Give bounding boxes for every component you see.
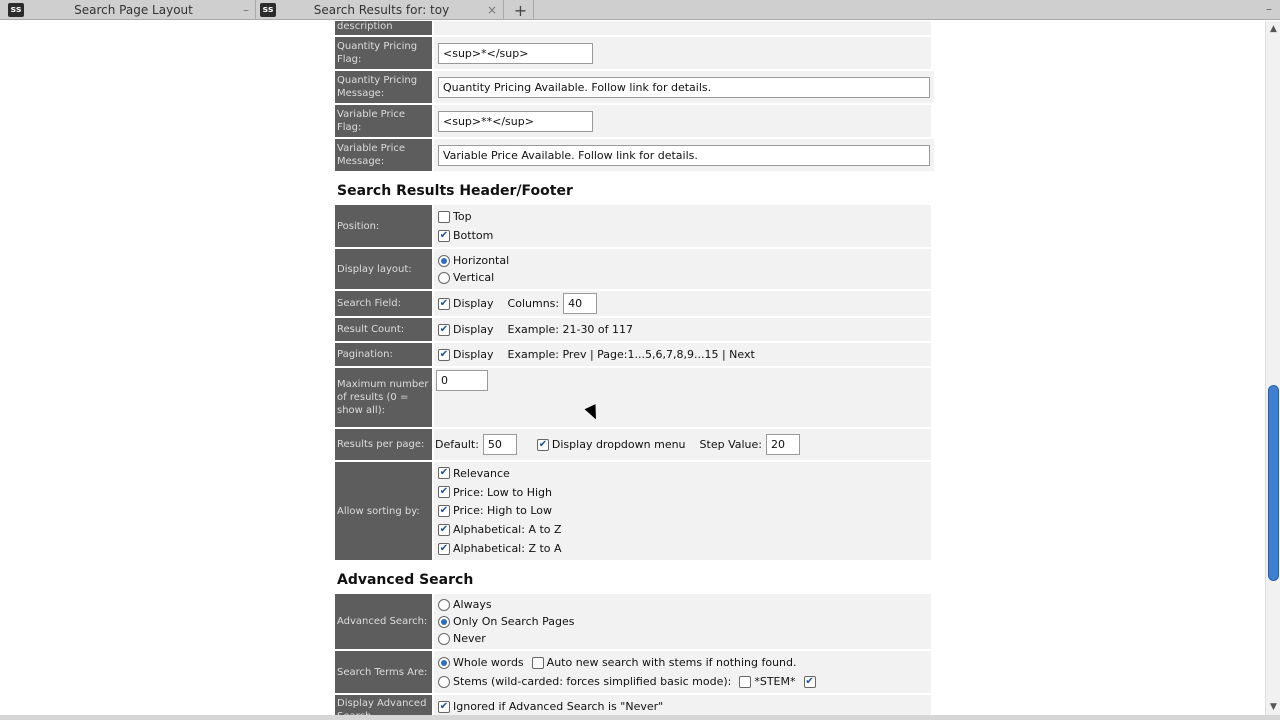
bottom-label: Bottom [453, 229, 494, 242]
result-count-example: Example: 21-30 of 117 [507, 323, 634, 336]
tab-title: Search Page Layout [74, 3, 193, 17]
sort-alpha-az-checkbox[interactable]: ✔ [439, 523, 449, 535]
whole-words-label: Whole words [453, 656, 524, 669]
display-layout-label: Display layout: [335, 249, 432, 289]
close-icon[interactable]: × [486, 3, 497, 17]
display-label: Display [453, 323, 494, 336]
tab-bar [0, 0, 1280, 20]
sort-option-label: Alphabetical: A to Z [453, 523, 562, 537]
ignored-label: Ignored if Advanced Search is "Never" [453, 700, 664, 713]
position-label: Position: [335, 205, 432, 247]
allow-sorting-label: Allow sorting by: [335, 462, 432, 560]
header-footer-section-title: Search Results Header/Footer [337, 183, 573, 199]
auto-new-search-label: Auto new search with stems if nothing found. [546, 656, 797, 669]
only-search-pages-radio[interactable] [438, 616, 450, 628]
maximum-results-input[interactable]: 0 [436, 370, 488, 391]
pagination-display-checkbox[interactable]: ✔ [439, 348, 449, 360]
default-per-page-input[interactable]: 50 [483, 434, 517, 455]
site-favicon-icon: ss [8, 3, 24, 17]
only-search-pages-label: Only On Search Pages [453, 615, 575, 628]
variable-price-message-label: Variable Price Message: [335, 139, 432, 171]
horizontal-radio[interactable] [438, 255, 450, 267]
pagination-example: Example: Prev | Page:1...5,6,7,8,9...15 | Next [507, 348, 755, 361]
display-label: Display [453, 348, 494, 361]
stems-label: Stems (wild-carded: forces simplified basic mode): [453, 675, 732, 688]
search-terms-label: Search Terms Are: [335, 651, 432, 693]
vertical-label: Vertical [453, 271, 495, 284]
sort-option-label: Price: Low to High [453, 485, 553, 499]
variable-price-flag-input[interactable]: <sup>**</sup> [438, 111, 593, 132]
sort-price-high-low-checkbox[interactable]: ✔ [439, 504, 449, 516]
search-field-display-checkbox[interactable]: ✔ [439, 297, 449, 309]
quantity-pricing-message-input[interactable]: Quantity Pricing Available. Follow link for details. [438, 77, 930, 98]
tabbar-menu-icon[interactable]: – [1266, 2, 1272, 16]
quantity-pricing-message-label: Quantity Pricing Message: [335, 71, 432, 103]
result-count-label: Result Count: [335, 318, 432, 341]
stem-marker-checkbox[interactable] [739, 676, 751, 688]
default-label: Default: [435, 438, 479, 451]
variable-price-flag-label: Variable Price Flag: [335, 105, 432, 137]
never-radio[interactable] [438, 633, 450, 645]
maximum-results-label: Maximum number of results (0 = show all): [335, 368, 432, 427]
columns-input[interactable]: 40 [563, 293, 597, 314]
never-label: Never [453, 632, 486, 645]
tab-menu-icon[interactable]: – [243, 3, 249, 17]
top-label: Top [453, 210, 472, 223]
ignored-checkbox[interactable]: ✔ [439, 700, 449, 712]
display-label: Display [453, 297, 494, 310]
step-value-input[interactable]: 20 [766, 434, 800, 455]
sort-option-label: Alphabetical: Z to A [453, 542, 562, 556]
sort-price-low-high-checkbox[interactable]: ✔ [439, 486, 449, 498]
stem-marker-label: *STEM* [754, 675, 796, 688]
window-bottom-edge [0, 715, 1280, 720]
advanced-search-section-title: Advanced Search [337, 572, 474, 588]
columns-label: Columns: [507, 297, 560, 310]
pagination-label: Pagination: [335, 343, 432, 366]
display-advanced-search-label: Display Advanced [335, 695, 432, 719]
settings-form [335, 21, 931, 721]
whole-words-radio[interactable] [438, 657, 450, 669]
top-checkbox[interactable] [438, 211, 450, 223]
result-count-display-checkbox[interactable]: ✔ [439, 323, 449, 335]
tab-search-page-layout[interactable] [8, 0, 256, 20]
vertical-radio[interactable] [438, 272, 450, 284]
sort-alpha-za-checkbox[interactable]: ✔ [439, 542, 449, 554]
results-per-page-label: Results per page: [335, 429, 432, 460]
tab-title: Search Results for: toy [313, 3, 450, 17]
stem-option-checkbox[interactable]: ✔ [805, 675, 814, 687]
sort-relevance-checkbox[interactable]: ✔ [439, 467, 449, 479]
dropdown-menu-checkbox[interactable]: ✔ [538, 438, 548, 450]
quantity-pricing-flag-label: Quantity Pricing Flag: [335, 37, 432, 69]
always-label: Always [453, 598, 492, 611]
variable-price-message-input[interactable]: Variable Price Available. Follow link for details. [438, 145, 930, 166]
scroll-up-icon[interactable]: ▲ [1270, 24, 1277, 34]
quantity-pricing-flag-input[interactable]: <sup>*</sup> [438, 43, 593, 64]
always-radio[interactable] [438, 599, 450, 611]
bottom-checkbox[interactable]: ✔ [439, 229, 449, 241]
sort-option-label: Price: High to Low [453, 504, 553, 518]
scrollbar-thumb[interactable] [1268, 385, 1279, 581]
scroll-down-icon[interactable]: ▼ [1270, 702, 1277, 712]
new-tab-button[interactable]: + [508, 0, 534, 20]
description-label: description [335, 21, 432, 35]
search-field-label: Search Field: [335, 291, 432, 316]
advanced-search-label: Advanced Search: [335, 594, 432, 649]
sort-option-label: Relevance [453, 466, 510, 480]
step-value-label: Step Value: [699, 438, 762, 451]
vertical-scrollbar[interactable] [1265, 21, 1280, 715]
site-favicon-icon: ss [260, 3, 276, 17]
horizontal-label: Horizontal [453, 254, 510, 267]
auto-new-search-checkbox[interactable] [532, 657, 544, 669]
stems-radio[interactable] [438, 676, 450, 688]
dropdown-menu-label: Display dropdown menu [551, 438, 686, 451]
tab-search-results[interactable] [260, 0, 504, 20]
